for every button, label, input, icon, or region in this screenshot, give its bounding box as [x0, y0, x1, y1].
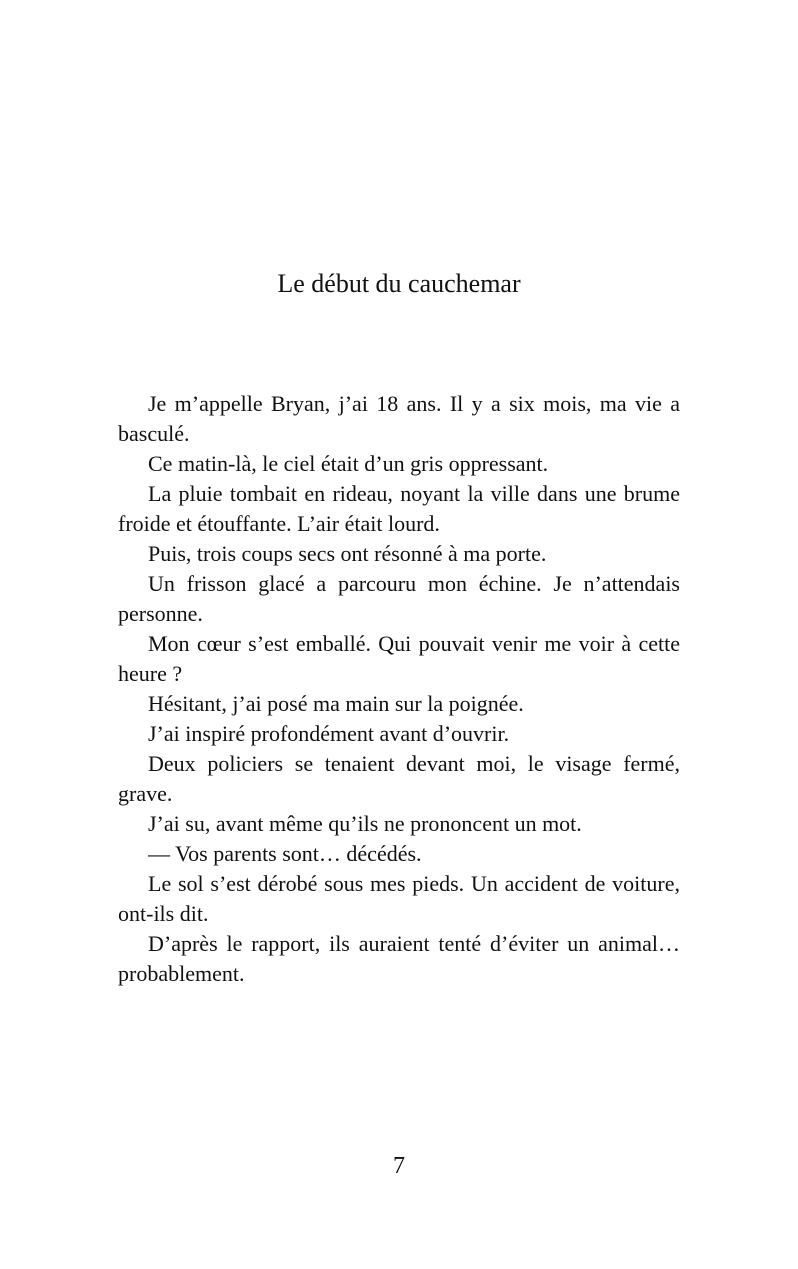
paragraph: Ce matin-là, le ciel était d’un gris oppressant. — [148, 451, 549, 476]
dialogue-paragraph: — Vos parents sont… décédés. — [148, 841, 422, 866]
page-number: 7 — [393, 1153, 405, 1179]
chapter-body — [118, 389, 680, 989]
paragraph: J’ai inspiré profondément avant d’ouvrir. — [148, 721, 510, 746]
chapter-title: Le début du cauchemar — [277, 269, 521, 298]
paragraph: J’ai su, avant même qu’ils ne prononcent un mot. — [148, 811, 582, 836]
paragraph: Puis, trois coups secs ont résonné à ma porte. — [148, 541, 547, 566]
paragraph: Mon cœur s’est emballé. Qui pouvait venir me voir à cette heure ? — [118, 631, 680, 686]
paragraph: Un frisson glacé a parcouru mon échine. Je n’attendais personne. — [118, 571, 680, 626]
paragraph: D’après le rapport, ils auraient tenté d’éviter un animal… probablement. — [118, 931, 680, 986]
paragraph: Le sol s’est dérobé sous mes pieds. Un accident de voiture, ont-ils dit. — [118, 871, 680, 926]
paragraph: Hésitant, j’ai posé ma main sur la poignée. — [148, 691, 524, 716]
paragraph: Je m’appelle Bryan, j’ai 18 ans. Il y a six mois, ma vie a basculé. — [118, 391, 680, 446]
paragraph: La pluie tombait en rideau, noyant la ville dans une brume froide et étouffante. L’air était lourd. — [118, 481, 680, 536]
paragraph: Deux policiers se tenaient devant moi, le visage fermé, grave. — [118, 751, 680, 806]
